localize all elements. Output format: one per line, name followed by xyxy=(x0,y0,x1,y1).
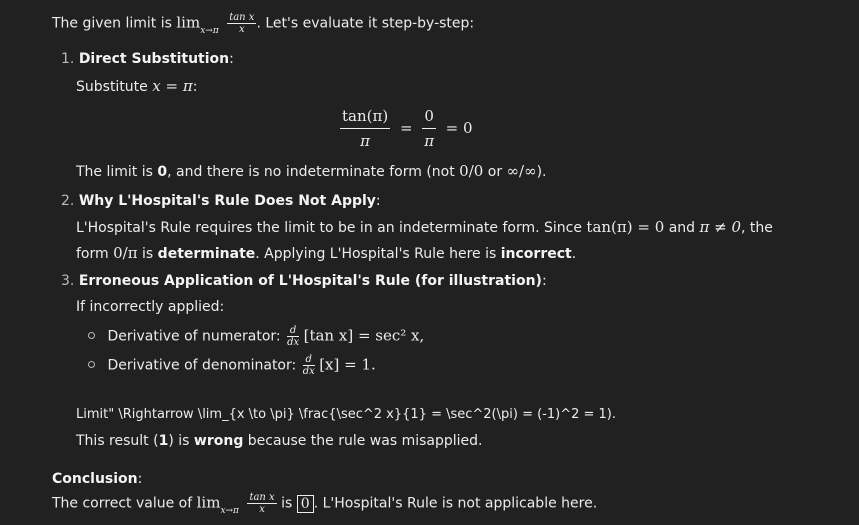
math-inline: [tan x] = sec² x, xyxy=(303,326,425,345)
math-inline: [x] = 1. xyxy=(319,355,376,374)
step1-result: The limit is 0, and there is no indeterminate form (not 0/0 or ∞/∞). xyxy=(76,162,547,180)
step2-line2: form 0/π is determinate. Applying L'Hospital's Rule here is incorrect. xyxy=(76,244,577,262)
fraction: $\frac{\text{tan x}}{x}$ xyxy=(229,12,255,35)
lim-subscript: x→π xyxy=(220,505,239,516)
intro-line xyxy=(52,12,474,35)
lim-operator: lim xyxy=(176,13,201,32)
fraction: $\frac{\text{tan x}}{x}$ xyxy=(249,492,275,515)
bullet-item: Derivative of numerator: $\frac{d}{dx}$ [tan x] = sec² x, xyxy=(88,325,424,348)
step3-intro: If incorrectly applied: xyxy=(76,299,225,315)
lim-operator: lim xyxy=(196,493,221,512)
step2-heading: 2. Why L'Hospital's Rule Does Not Apply: xyxy=(61,193,381,209)
intro-text: The given limit is xyxy=(52,15,172,32)
step3-heading: 3. Erroneous Application of L'Hospital's Rule (for illustration): xyxy=(61,273,547,289)
step1-heading: 1. Direct Substitution: xyxy=(61,51,234,67)
step-title: Erroneous Application of L'Hospital's Rule (for illustration) xyxy=(78,273,542,289)
math-inline: x = π xyxy=(152,77,193,95)
list-number: 2. xyxy=(61,193,75,209)
lim-subscript: x→π xyxy=(200,25,219,36)
step3-result: This result (1) is wrong because the rule was misapplied. xyxy=(76,433,483,449)
step-title: Why L'Hospital's Rule Does Not Apply xyxy=(78,193,376,209)
raw-limit-line: Limit" \Rightarrow \lim_{x \to \pi} \frac{\sec^2 x}{1} = \sec^2(\pi) = (-1)^2 = 1). xyxy=(76,407,617,422)
math-inline: 0/0 xyxy=(459,162,484,180)
math-inline: ∞/∞ xyxy=(506,162,537,180)
bullet-item: Derivative of denominator: $\frac{d}{dx}$ [x] = 1. xyxy=(88,354,376,377)
conclusion-heading: Conclusion: xyxy=(52,471,143,487)
substitute-line: Substitute x = π: xyxy=(76,77,198,95)
list-number: 3. xyxy=(61,273,75,289)
display-equation: $\frac{\tan(\pi)}{\pi}$ = $\frac{0}{\pi}$ = 0 xyxy=(342,107,473,150)
bullet-marker xyxy=(88,332,95,339)
math-inline: tan(π) = 0 xyxy=(586,218,665,236)
step2-line1: L'Hospital's Rule requires the limit to be in an indeterminate form. Since tan(π) = 0 and π ≠ 0, the xyxy=(76,218,773,236)
conclusion-line: The correct value of $\lim_{x\to\pi}$ $\frac{\text{tan x}}{x}$ is 0 . L'Hospital's Rule is not applicable here. xyxy=(52,492,598,516)
math-inline: 0/π xyxy=(113,244,138,262)
step-title: Direct Substitution xyxy=(78,51,230,67)
math-inline: π ≠ 0 xyxy=(699,218,742,236)
bullet-marker xyxy=(88,361,95,368)
boxed-answer: 0 xyxy=(297,495,314,513)
conclusion-title: Conclusion xyxy=(52,471,138,487)
list-number: 1. xyxy=(61,51,75,67)
intro-text-end: . Let's evaluate it step-by-step: xyxy=(256,15,475,32)
